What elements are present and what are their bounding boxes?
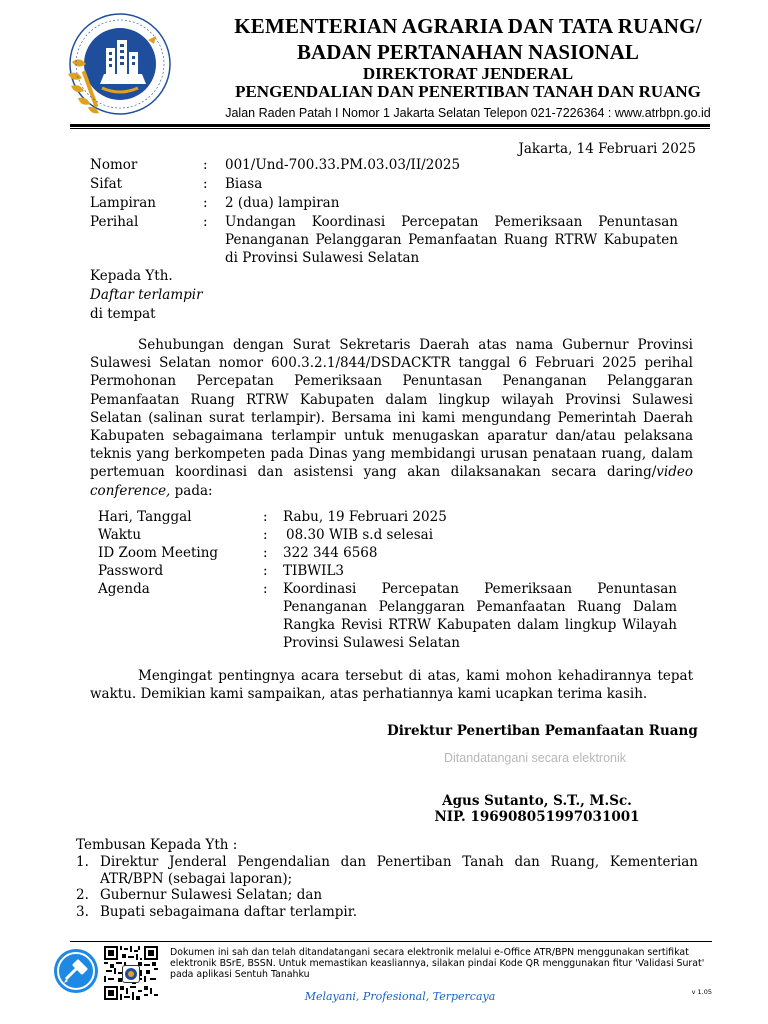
field-value-sifat: Biasa	[225, 176, 263, 192]
detail-value-zoom-id: 322 344 6568	[283, 545, 378, 561]
detail-label-zoom-id: ID Zoom Meeting	[98, 545, 219, 561]
letterhead-agency: BADAN PERTANAHAN NASIONAL	[297, 40, 639, 64]
letter-date: Jakarta, 14 Februari 2025	[518, 141, 696, 157]
signatory-name: Agus Sutanto, S.T., M.Sc.	[442, 793, 632, 809]
detail-value-date: Rabu, 19 Februari 2025	[283, 509, 447, 525]
footer-motto: Melayani, Profesional, Terpercaya	[304, 990, 496, 1003]
signatory-position: Direktur Penertiban Pemanfaatan Ruang	[387, 723, 698, 739]
detail-label-date: Hari, Tanggal	[98, 509, 192, 525]
body-paragraph-2: Mengingat pentingnya acara tersebut di atas, kami mohon kehadirannya tepat waktu. Demikian kami sampaikan, atas perhatiannya kami ucapkan terima kasih.	[90, 668, 693, 703]
detail-value-agenda: Koordinasi Percepatan Pemeriksaan Penuntasan Penanganan Pelanggaran Pemanfaatan Ruang Dalam Rangka Revisi RTRW Kabupaten dalam lingkup Wilayah Provinsi Sulawesi Selatan	[283, 581, 677, 651]
document-version: v 1.05	[691, 988, 712, 996]
bsre-seal-icon	[52, 947, 100, 995]
body-paragraph-1: Sehubungan dengan Surat Sekretaris Daerah atas nama Gubernur Provinsi Sulawesi Selatan nomor 600.3.2.1/844/DSDACKTR tanggal 6 Februari 2025 perihal Permohonan Percepatan Pemeriksaan Penuntasan Penanganan Pelanggaran Pemanfaatan Ruang RTRW Kabupaten dalam lingkup wilayah Provinsi Sulawesi Selatan (salinan surat terlampir). Bersama ini kami mengundang Pemerintah Daerah Kabupaten sebagaimana terlampir untuk menugaskan aparatur dan/atau pelaksana teknis yang berkompeten pada Dinas yang membidangi urusan penataan ruang, dalam pertemuan koordinasi dan asistensi yang akan dilaksanakan secara daring/video conference, pada:	[90, 337, 693, 499]
detail-label-time: Waktu	[98, 527, 142, 543]
field-colon: :	[203, 214, 208, 230]
atr-bpn-logo-icon	[62, 10, 174, 122]
qr-center-logo-icon	[122, 965, 140, 983]
letterhead-directorate: DIREKTORAT JENDERAL	[362, 64, 574, 83]
field-colon: :	[203, 157, 208, 173]
italic-phrase: video conference,	[90, 464, 693, 499]
detail-label-agenda: Agenda	[98, 581, 150, 597]
letterhead-rule-thin	[70, 128, 710, 129]
detail-value-time: 08.30 WIB s.d selesai	[286, 527, 434, 543]
field-value-nomor: 001/Und-700.33.PM.03.03/II/2025	[225, 157, 461, 173]
detail-colon: :	[263, 545, 268, 561]
recipient-name: Daftar terlampir	[90, 287, 203, 303]
detail-value-password: TIBWIL3	[283, 563, 345, 579]
field-label-sifat: Sifat	[90, 176, 123, 192]
field-value-perihal: Undangan Koordinasi Percepatan Pemeriksaan Penuntasan Penanganan Pelanggaran Pemanfaatan Ruang RTRW Kabupaten di Provinsi Sulawesi Selatan	[225, 214, 678, 266]
letterhead-directorate-name: PENGENDALIAN DAN PENERTIBAN TANAH DAN RUANG	[235, 82, 701, 101]
recipient-place: di tempat	[90, 306, 156, 322]
field-colon: :	[203, 176, 208, 192]
cc-title: Tembusan Kepada Yth :	[76, 837, 238, 853]
recipient-salutation: Kepada Yth.	[90, 268, 173, 284]
footer-rule	[70, 941, 712, 942]
field-value-lampiran: 2 (dua) lampiran	[225, 195, 340, 211]
e-signature-note: Ditandatangani secara elektronik	[443, 751, 627, 765]
letterhead-address: Jalan Raden Patah I Nomor 1 Jakarta Selatan Telepon 021-7226364 : www.atrbpn.go.id	[225, 106, 711, 120]
footer-validation-note: Dokumen ini sah dan telah ditandatangani secara elektronik melalui e-Office ATR/BPN menggunakan sertifikat elektronik BSrE, BSSN. Untuk memastikan keasliannya, silakan pindai Kode QR menggunakan fitur 'Validasi Surat' pada aplikasi Sentuh Tanahku	[170, 947, 705, 980]
list-item: 2. Gubernur Sulawesi Selatan; dan	[76, 887, 323, 903]
letterhead-rule-thick	[70, 124, 710, 127]
letterhead-ministry: KEMENTERIAN AGRARIA DAN TATA RUANG/	[234, 14, 702, 38]
field-label-lampiran: Lampiran	[90, 195, 156, 211]
list-item: 3. Bupati sebagaimana daftar terlampir.	[76, 903, 358, 920]
field-label-nomor: Nomor	[90, 157, 138, 173]
field-label-perihal: Perihal	[90, 214, 139, 230]
detail-label-password: Password	[98, 563, 164, 579]
detail-colon: :	[263, 581, 268, 597]
field-colon: :	[203, 195, 208, 211]
detail-colon: :	[263, 509, 268, 525]
detail-colon: :	[263, 527, 268, 543]
detail-colon: :	[263, 563, 268, 579]
list-item: 1. Direktur Jenderal Pengendalian dan Penertiban Tanah dan Ruang, Kementerian ATR/BPN (sebagai laporan);	[76, 854, 698, 887]
cc-list	[76, 854, 698, 920]
signatory-nip: NIP. 196908051997031001	[434, 809, 640, 825]
